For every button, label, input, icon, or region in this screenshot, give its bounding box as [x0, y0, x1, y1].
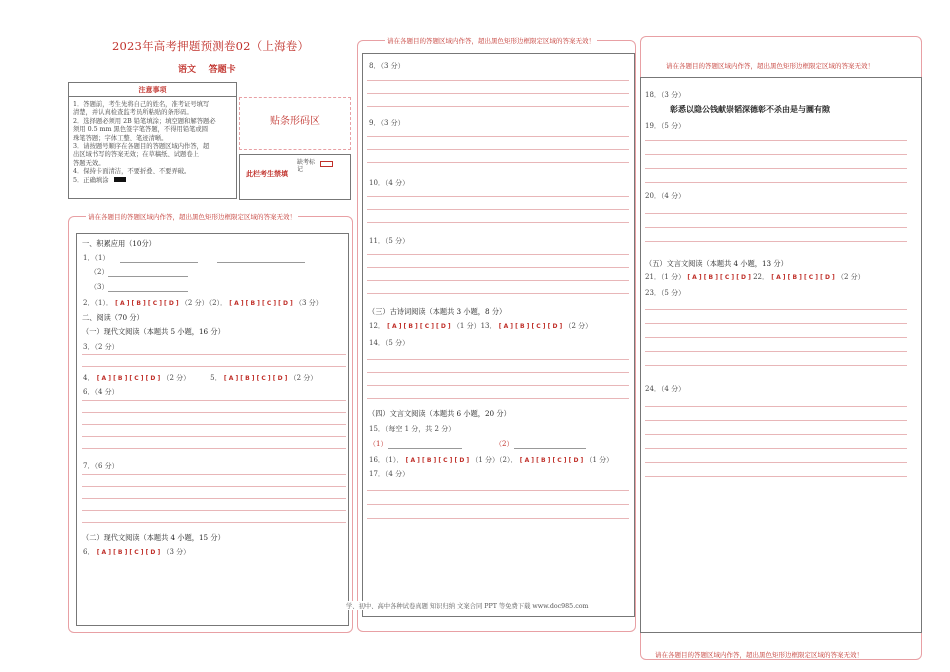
question-16-points: （1 分）（2）． [471, 456, 518, 464]
question-6: 6．（4 分） [83, 388, 119, 396]
question-2 [83, 298, 323, 308]
answer-line[interactable] [108, 291, 188, 292]
subsection-3-title: （三）古诗词阅读（本题共 3 小题，8 分） [368, 307, 507, 316]
footer-text: 学、初中、高中各种试卷真题 知识归纳 文案合同 PPT 等免费下载 www.doc985.com [346, 603, 589, 610]
question-2-points: （2 分）（2）． [180, 299, 228, 307]
answer-line[interactable] [645, 227, 907, 228]
answer-box-col2 [362, 53, 635, 617]
question-6b [83, 547, 190, 557]
answer-line[interactable] [645, 462, 907, 463]
answer-line[interactable] [645, 213, 907, 214]
answer-line[interactable] [645, 154, 907, 155]
absent-mark-checkbox[interactable] [320, 161, 333, 167]
question-5-label: 5． [210, 374, 222, 382]
card-name: 答题卡 [208, 65, 236, 75]
question-15-2: （2） [495, 440, 514, 448]
warning-text: 请在各题目的答题区域内作答，超出黑色矩形边框限定区域的答案无效！ [88, 213, 296, 221]
question-12-13 [369, 321, 592, 331]
question-11: 11．（5 分） [369, 237, 410, 245]
notice-box [68, 82, 237, 199]
choice-options[interactable]: [ A ] [ B ] [ C ] [ D ] [519, 457, 584, 464]
question-3: 3．（2 分） [83, 343, 119, 351]
answer-line[interactable] [645, 448, 907, 449]
question-16-label: 16．（1）． [369, 456, 404, 464]
answer-line[interactable] [82, 424, 346, 425]
section-2-title: 二、阅读（70 分） [82, 313, 144, 322]
answer-line[interactable] [367, 80, 629, 81]
answer-line[interactable] [367, 196, 629, 197]
question-20: 20．（4 分） [645, 192, 686, 200]
question-4-points: （2 分） [162, 374, 191, 382]
answer-line[interactable] [367, 254, 629, 255]
answer-line[interactable] [367, 280, 629, 281]
answer-line[interactable] [367, 267, 629, 268]
question-1-3: （3） [90, 283, 109, 291]
answer-line[interactable] [645, 168, 907, 169]
question-4-label: 4． [83, 374, 95, 382]
question-1: 1．（1） [83, 254, 110, 262]
exam-title: 2023年高考押题预测卷02（上海卷） [112, 39, 310, 53]
answer-line[interactable] [82, 448, 346, 449]
question-14: 14．（5 分） [369, 339, 410, 347]
answer-line[interactable] [82, 474, 346, 475]
answer-line[interactable] [367, 490, 629, 491]
answer-line[interactable] [645, 337, 907, 338]
question-4-5 [83, 373, 317, 383]
answer-line[interactable] [388, 448, 462, 449]
question-2-label: 2．（1）． [83, 299, 113, 307]
notice-heading: 注意事项 [138, 86, 167, 94]
answer-line[interactable] [82, 366, 346, 367]
question-21-label: 21．（1 分） [645, 273, 686, 281]
question-15-1: （1） [369, 440, 388, 448]
answer-line[interactable] [645, 476, 907, 477]
question-7: 7．（6 分） [83, 462, 119, 470]
barcode-area [239, 97, 351, 150]
notice-item-5: 5．正确填涂 [73, 176, 109, 184]
question-21-22 [645, 272, 865, 282]
choice-options[interactable]: [ A ] [ B ] [ C ] [ D ] [223, 375, 288, 382]
answer-line[interactable] [367, 162, 629, 163]
answer-line[interactable] [367, 136, 629, 137]
question-2-points-b: （3 分） [295, 299, 323, 307]
notice-item [73, 177, 235, 185]
answer-line[interactable] [367, 293, 629, 294]
barcode-label: 贴条形码区 [270, 116, 320, 127]
choice-options[interactable]: [ A ] [ B ] [ C ] [ D ] [229, 300, 293, 307]
answer-line[interactable] [82, 486, 346, 487]
answer-line[interactable] [645, 434, 907, 435]
choice-options[interactable]: [ A ] [ B ] [ C ] [ D ] [498, 323, 563, 330]
choice-options[interactable]: [ A ] [ B ] [ C ] [ D ] [96, 549, 161, 556]
question-6b-label: 6． [83, 548, 95, 556]
question-12-label: 12． [369, 322, 385, 330]
question-5-points: （2 分） [289, 374, 318, 382]
answer-line[interactable] [367, 149, 629, 150]
choice-options[interactable]: [ A ] [ B ] [ C ] [ D ] [96, 375, 161, 382]
notice-item: 4．保持卡面清洁，不要折叠、不要弄破。 [73, 168, 191, 176]
question-22-label: 22． [753, 273, 769, 281]
question-16-points-b: （1 分） [585, 456, 614, 464]
question-23: 23．（5 分） [645, 289, 686, 297]
section-1-title: 一、积累应用（10分） [82, 239, 156, 248]
question-18-text: 彰悉以隐公钱献崇韬深德彰不杀由是与圜有隙 [670, 105, 830, 114]
answer-line[interactable] [217, 262, 305, 263]
subsection-1-title: （一）现代文阅读（本题共 5 小题，16 分） [82, 327, 225, 336]
answer-line[interactable] [367, 359, 629, 360]
answer-line[interactable] [367, 106, 629, 107]
answer-line[interactable] [82, 522, 346, 523]
answer-line[interactable] [82, 436, 346, 437]
choice-options[interactable]: [ A ] [ B ] [ C ] [ D ] [771, 274, 835, 281]
warning-text: 请在各题目的答题区域内作答，超出黑色矩形边框限定区域的答案无效！ [666, 62, 874, 70]
subsection-5-title: （五）文言文阅读（本题共 4 小题，13 分） [645, 259, 788, 268]
notice-item: 答题无效。 [73, 159, 105, 167]
question-24: 24．（4 分） [645, 385, 686, 393]
filled-sample-mark [114, 177, 126, 182]
subject-name: 语文 [178, 65, 197, 75]
answer-line[interactable] [514, 448, 586, 449]
answer-line[interactable] [645, 309, 907, 310]
notice-item: 清楚，并认真检查监考员所粘贴的条形码。 [73, 109, 193, 117]
question-8: 8．（3 分） [369, 62, 405, 70]
answer-line[interactable] [367, 372, 629, 373]
answer-line[interactable] [645, 182, 907, 183]
question-16 [369, 455, 613, 465]
absent-label: 此栏考生禁填 [246, 170, 288, 178]
warning-text: 请在各题目的答题区域内作答，超出黑色矩形边框限定区域的答案无效！ [387, 37, 595, 45]
answer-box-col3 [640, 77, 922, 633]
question-17: 17．（4 分） [369, 470, 410, 478]
question-13-points: （2 分） [564, 322, 593, 330]
question-9: 9．（3 分） [369, 119, 405, 127]
answer-line[interactable] [82, 354, 346, 355]
subsection-4-title: （四）文言文阅读（本题共 6 小题，20 分） [368, 409, 511, 418]
answer-line[interactable] [367, 518, 629, 519]
choice-options[interactable]: [ A ] [ B ] [ C ] [ D ] [405, 457, 470, 464]
answer-line[interactable] [82, 400, 346, 401]
answer-line[interactable] [108, 276, 188, 277]
notice-item: 出区域书写的答案无效；在草稿纸、试题卷上 [73, 151, 199, 159]
answer-line[interactable] [367, 222, 629, 223]
answer-line[interactable] [367, 398, 629, 399]
subsection-2-title: （二）现代文阅读（本题共 4 小题，15 分） [82, 533, 225, 542]
answer-line[interactable] [645, 323, 907, 324]
answer-line[interactable] [367, 504, 629, 505]
answer-line[interactable] [82, 510, 346, 511]
answer-line[interactable] [120, 262, 198, 263]
answer-line[interactable] [645, 365, 907, 366]
question-19: 19．（5 分） [645, 122, 686, 130]
answer-line[interactable] [645, 241, 907, 242]
question-15: 15．（每空 1 分，共 2 分） [369, 425, 456, 433]
question-12-points: （1 分）13． [452, 322, 497, 330]
notice-item: 2．选择题必须用 2B 铅笔填涂；填空题和解答题必 [73, 117, 216, 125]
notice-item: 须用 0.5 mm 黑色签字笔答题，不得用铅笔或圆 [73, 126, 209, 134]
subject-label [178, 62, 236, 75]
warning-text: 请在各题目的答题区域内作答，超出黑色矩形边框限定区域的答案无效！ [655, 651, 863, 659]
answer-line[interactable] [645, 351, 907, 352]
answer-line[interactable] [367, 385, 629, 386]
notice-item: 珠笔答题；字体工整、笔迹清晰。 [73, 134, 168, 142]
answer-line[interactable] [82, 498, 346, 499]
notice-item: 1．答题前，考生先将自己的姓名，准考证号填写 [73, 101, 210, 108]
question-6b-points: （3 分） [162, 548, 191, 556]
choice-options[interactable]: [ A ] [ B ] [ C ] [ D ] [115, 300, 179, 307]
answer-line[interactable] [367, 209, 629, 210]
question-18: 18．（3 分） [645, 91, 686, 99]
answer-line[interactable] [367, 93, 629, 94]
absent-mark-label: 缺考标记 [297, 159, 316, 173]
answer-line[interactable] [645, 140, 907, 141]
question-10: 10．（4 分） [369, 179, 410, 187]
question-1-2: （2） [90, 268, 109, 276]
question-22-points: （2 分） [836, 273, 865, 281]
notice-list [73, 101, 235, 185]
choice-options[interactable]: [ A ] [ B ] [ C ] [ D ] [387, 323, 451, 330]
answer-line[interactable] [645, 420, 907, 421]
notice-item: 3．请按题号顺序在各题目的答题区域内作答，超 [73, 143, 210, 151]
answer-line[interactable] [645, 406, 907, 407]
choice-options[interactable]: [ A ] [ B ] [ C ] [ D ] [687, 274, 751, 281]
answer-line[interactable] [82, 412, 346, 413]
absent-box [239, 154, 351, 200]
